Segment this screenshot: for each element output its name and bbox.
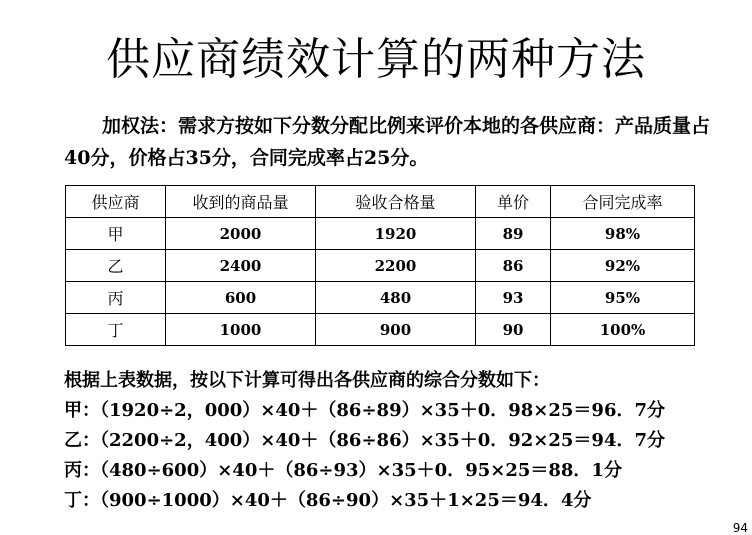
supplier-table: [65, 185, 695, 346]
cell-received: 1000: [166, 314, 316, 346]
header-supplier: 供应商: [66, 186, 166, 218]
calculation-lead: 根据上表数据，按以下计算可得出各供应商的综合分数如下：: [64, 370, 550, 391]
table-row: [66, 314, 695, 346]
calculation-section: [64, 366, 744, 516]
cell-supplier: 乙: [66, 250, 166, 282]
cell-accepted: 480: [316, 282, 476, 314]
table-header-row: [66, 186, 695, 218]
cell-accepted: 900: [316, 314, 476, 346]
page-title: 供应商绩效计算的两种方法: [106, 34, 646, 85]
calculation-line-yi: 乙：（2200÷2，400）×40＋（86÷86）×35＋0．92×25＝94．7分: [64, 430, 665, 451]
table-row: [66, 218, 695, 250]
cell-supplier: 丙: [66, 282, 166, 314]
header-unit-price: 单价: [476, 186, 551, 218]
cell-price: 90: [476, 314, 551, 346]
cell-received: 2400: [166, 250, 316, 282]
header-received-qty: 收到的商品量: [166, 186, 316, 218]
cell-supplier: 甲: [66, 218, 166, 250]
table-row: [66, 250, 695, 282]
cell-accepted: 2200: [316, 250, 476, 282]
intro-paragraph: 加权法：需求方按如下分数分配比例来评价本地的各供应商：产品质量占40分，价格占35分，合同完成率占25分。: [64, 115, 711, 169]
table-row: [66, 282, 695, 314]
cell-price: 89: [476, 218, 551, 250]
cell-received: 2000: [166, 218, 316, 250]
calculation-line-jia: 甲：（1920÷2，000）×40＋（86÷89）×35＋0．98×25＝96．7分: [64, 400, 665, 421]
header-accepted-qty: 验收合格量: [316, 186, 476, 218]
cell-completion: 100%: [551, 314, 695, 346]
header-contract-completion: 合同完成率: [551, 186, 695, 218]
cell-supplier: 丁: [66, 314, 166, 346]
cell-completion: 92%: [551, 250, 695, 282]
cell-completion: 95%: [551, 282, 695, 314]
cell-price: 93: [476, 282, 551, 314]
page-number: 94: [732, 521, 748, 535]
calculation-line-ding: 丁：（900÷1000）×40＋（86÷90）×35＋1×25＝94．4分: [64, 490, 592, 511]
cell-price: 86: [476, 250, 551, 282]
calculation-line-bing: 丙：（480÷600）×40＋（86÷93）×35＋0．95×25＝88．1分: [64, 460, 622, 481]
cell-received: 600: [166, 282, 316, 314]
cell-accepted: 1920: [316, 218, 476, 250]
cell-completion: 98%: [551, 218, 695, 250]
